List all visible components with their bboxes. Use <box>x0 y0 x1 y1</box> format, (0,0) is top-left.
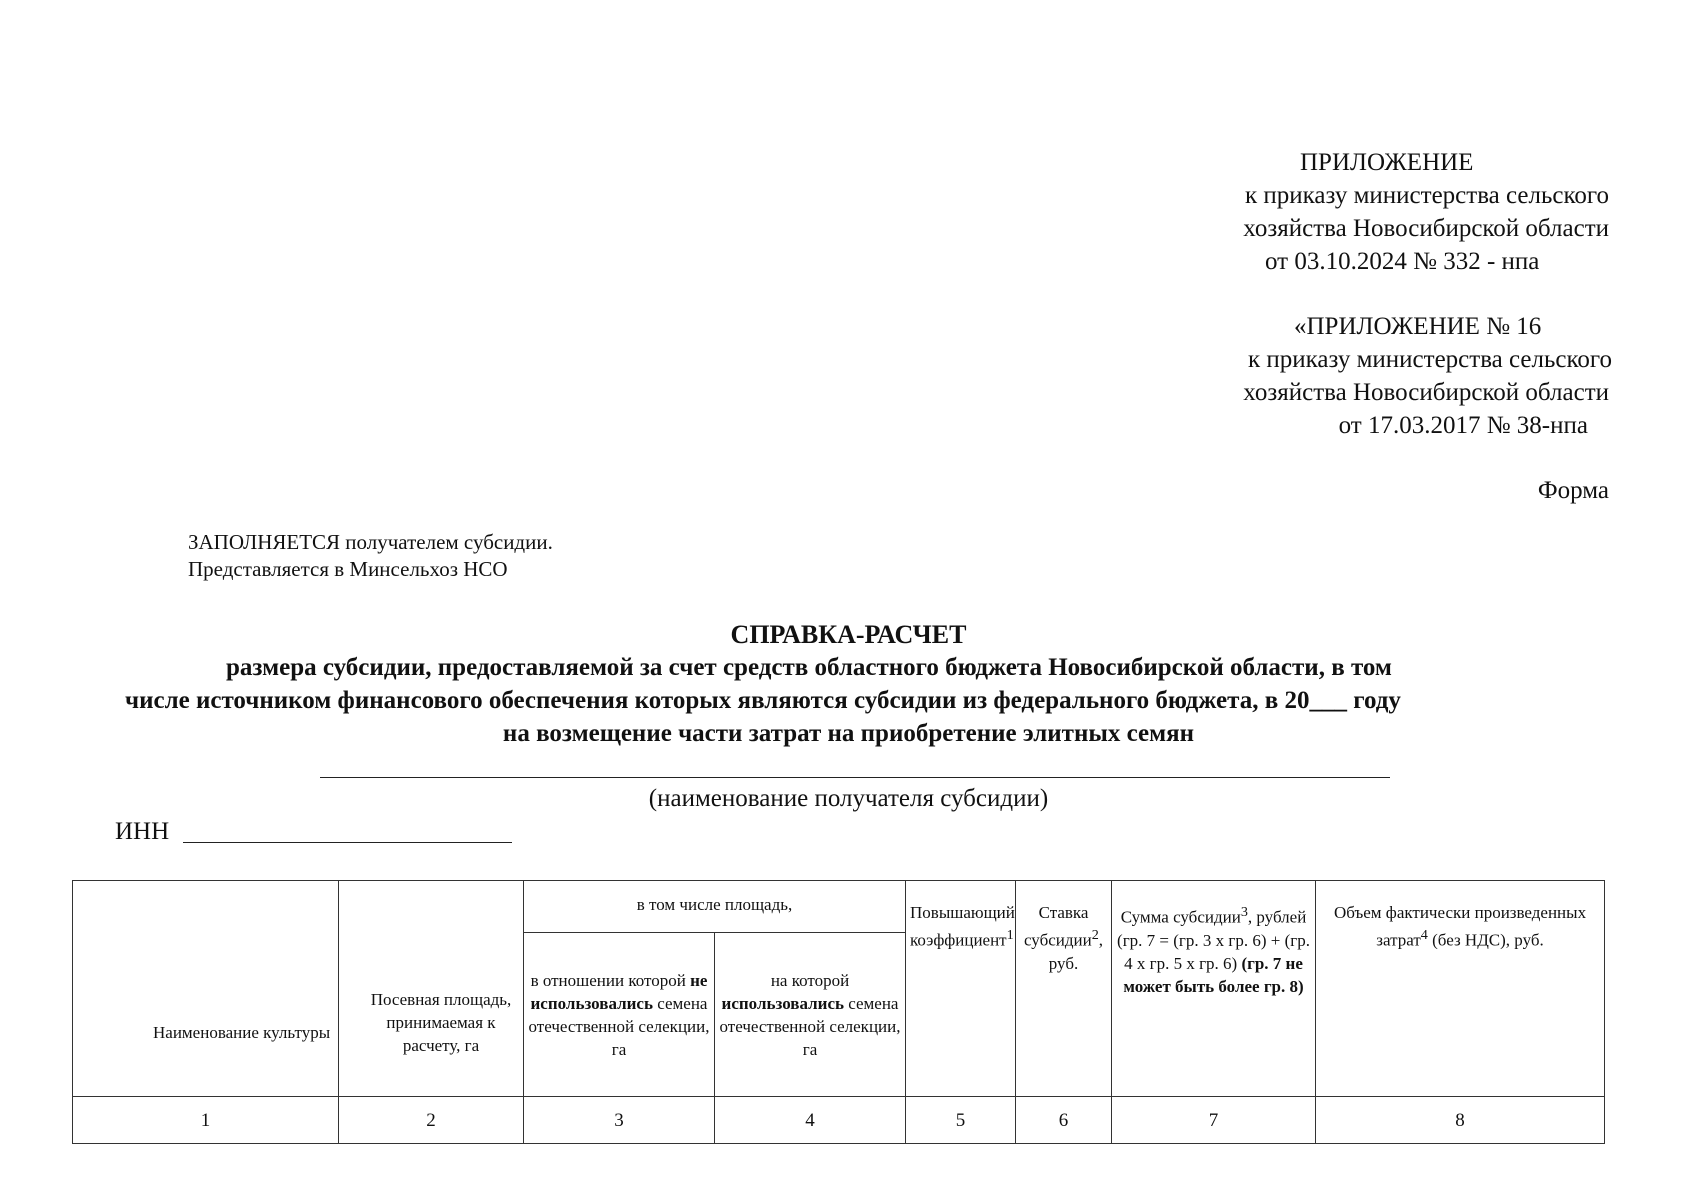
appendix16-title: «ПРИЛОЖЕНИЕ № 16 <box>1294 313 1542 340</box>
header-actual-costs <box>1316 881 1605 1097</box>
header-area-used-pre: на которой <box>770 970 850 990</box>
header-area-not-used-pre: в отношении которой <box>530 970 686 990</box>
header-coefficient <box>906 881 1016 1097</box>
header-area-used-post: семена отечественной селекции, га <box>719 993 901 1059</box>
recipient-caption: (наименование получателя субсидии) <box>648 785 1049 812</box>
column-number: 3 <box>524 1097 715 1144</box>
header-area-not-used-bold: не использовались <box>530 970 708 1013</box>
header-subsidy-sum-formula: , рублей (гр. 7 = (гр. 3 х гр. 6) + (гр. 4 х гр. 5 х гр. 6) <box>1117 907 1310 973</box>
submit-note: Представляется в Минсельхоз НСО <box>188 557 508 581</box>
header-area-group-text: в том числе площадь, <box>636 895 793 914</box>
column-number: 5 <box>906 1097 1016 1144</box>
doc-subtitle-line2: числе источником финансового обеспечения которых являются субсидии из федерального бюджета, в 20___ году <box>125 687 1401 714</box>
header-actual-costs-footnote: 4 <box>1420 927 1428 943</box>
header-actual-costs-unit: (без НДС), руб. <box>1432 930 1544 950</box>
calculation-table <box>72 880 1605 1144</box>
header-crop-name-text: Наименование культуры <box>153 1022 331 1042</box>
header-area-group <box>524 881 906 933</box>
header-subsidy-sum-limit: (гр. 7 не может быть более гр. 8) <box>1123 953 1304 996</box>
doc-subtitle-line3: на возмещение части затрат на приобретение элитных семян <box>502 720 1195 747</box>
column-number: 8 <box>1316 1097 1605 1144</box>
header-rate-text: Ставка субсидии <box>1023 903 1092 950</box>
appendix-title: ПРИЛОЖЕНИЕ <box>1300 149 1474 176</box>
fill-note: ЗАПОЛНЯЕТСЯ получателем субсидии. <box>188 530 553 554</box>
header-actual-costs-text: Объем фактически произведенных затрат <box>1333 903 1587 950</box>
header-area-used <box>715 933 906 1097</box>
form-label: Форма <box>1537 477 1609 504</box>
appendix-order-line: к приказу министерства сельского <box>1244 182 1609 209</box>
appendix16-ministry-line: хозяйства Новосибирской области <box>1243 379 1609 406</box>
appendix16-date-line: от 17.03.2017 № 38-нпа <box>1338 412 1588 439</box>
column-number: 4 <box>715 1097 906 1144</box>
header-subsidy-sum <box>1112 881 1316 1097</box>
column-number: 2 <box>339 1097 524 1144</box>
header-subsidy-sum-footnote: 3 <box>1240 904 1248 920</box>
header-subsidy-sum-text: Сумма субсидии <box>1120 907 1241 927</box>
appendix-date-line: от 03.10.2024 № 332 - нпа <box>1265 248 1540 275</box>
header-rate-unit: , руб. <box>1048 930 1104 973</box>
column-number: 7 <box>1112 1097 1316 1144</box>
header-coefficient-footnote: 1 <box>1006 927 1014 943</box>
header-area-used-bold: использовались <box>721 993 844 1013</box>
inn-label: ИНН <box>115 818 170 845</box>
header-rate-footnote: 2 <box>1091 927 1099 943</box>
appendix16-order-line: к приказу министерства сельского <box>1247 346 1612 373</box>
doc-subtitle-line1: размера субсидии, предоставляемой за счет средств областного бюджета Новосибирской области, в том <box>226 654 1392 681</box>
header-coefficient-text: Повышающий коэффициент <box>910 903 1015 950</box>
inn-line <box>183 842 512 843</box>
column-numbers-row <box>73 1097 1605 1144</box>
header-crop-name <box>73 881 339 1097</box>
doc-title: СПРАВКА-РАСЧЕТ <box>730 620 967 649</box>
header-area-not-used <box>524 933 715 1097</box>
header-sown-area-text: Посевная площадь, принимаемая к расчету, га <box>370 989 512 1055</box>
recipient-name-line <box>320 777 1390 778</box>
header-sown-area <box>339 881 524 1097</box>
header-area-not-used-post: семена отечественной селекции, га <box>528 993 710 1059</box>
column-number: 6 <box>1016 1097 1112 1144</box>
column-number: 1 <box>73 1097 339 1144</box>
appendix-ministry-line: хозяйства Новосибирской области <box>1243 215 1609 242</box>
header-rate <box>1016 881 1112 1097</box>
